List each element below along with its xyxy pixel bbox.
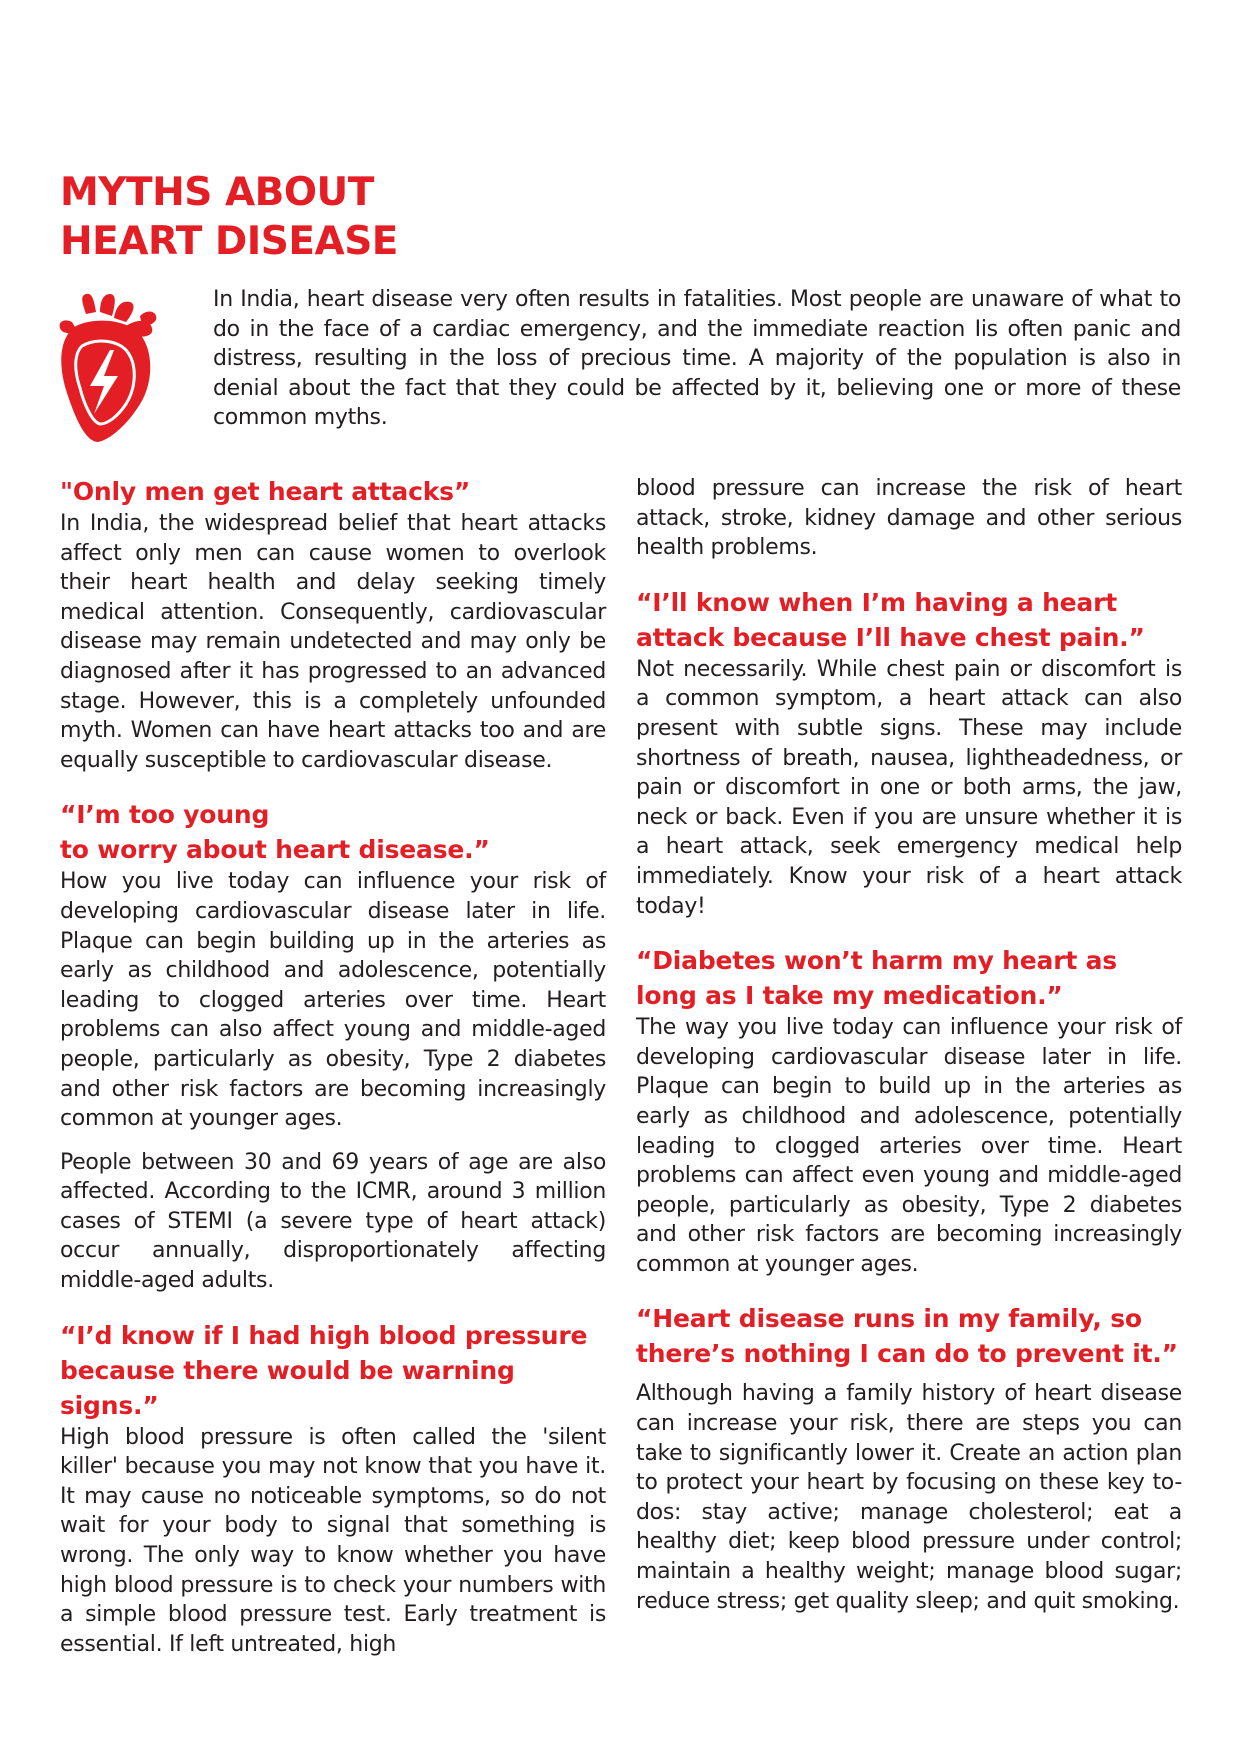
page-title-line-1: MYTHS ABOUT	[60, 170, 374, 215]
myth-body-only-men: In India, the widespread belief that heart attacks affect only men can cause women to overlook their heart health and delay seeking timely medical attention. Consequently, cardiovascular disease may remain undetected and may only be diagnosed after it has progressed to an advanced stage. However, this is a completely unfounded myth. Women can have heart attacks too and are equally susceptible to cardiovascular disease.	[60, 511, 606, 773]
myth-title-chest-pain: “I’ll know when I’m having a heart attack because I’ll have chest pain.”	[636, 587, 1145, 652]
myth-body-diabetes: The way you live today can influence your risk of developing cardiovascular disease later in life. Plaque can begin to build up in the arteries as early as childhood and adolescence, potentially leading to clogged arteries over time. Heart problems can affect even young and middle-aged people, particularly as obesity, Type 2 diabetes and other risk factors are becoming increasingly common at younger ages.	[636, 1015, 1182, 1277]
myth-title-diabetes: “Diabetes won’t harm my heart as long as I take my medication.”	[636, 946, 1117, 1011]
page-title-line-2: HEART DISEASE	[60, 219, 398, 264]
myth-body-blood-pressure-continued: blood pressure can increase the risk of heart attack, stroke, kidney damage and other serious health problems.	[636, 476, 1182, 561]
myth-title-too-young	[60, 797, 606, 867]
right-column	[636, 474, 1182, 1616]
page-title	[60, 168, 398, 266]
myth-body-too-young-stats: People between 30 and 69 years of age are also affected. According to the ICMR, around 3 million cases of STEMI (a severe type of heart attack) occur annually, disproportionately affecting middle-aged adults.	[60, 1149, 606, 1294]
heart-with-lightning-icon	[52, 292, 164, 444]
intro-paragraph: In India, heart disease very often results in fatalities. Most people are unaware of what to do in the face of a cardiac emergency, and the immediate reaction Iis often panic and distress, resulting in the loss of precious time. A majority of the population is also in denial about the fact that they could be affected by it, believing one or more of these common myths.	[213, 287, 1181, 431]
left-column	[60, 474, 606, 1659]
myth-body-family-history: Although having a family history of heart disease can increase your risk, there are steps you can take to significantly lower it. Create an action plan to protect your heart by focusing on these key to-dos: stay active; manage cholesterol; eat a healthy diet; keep blood pressure under control; maintain a healthy weight; manage blood sugar; reduce stress; get quality sleep; and quit smoking.	[636, 1381, 1182, 1614]
myth-body-chest-pain: Not necessarily. While chest pain or discomfort is a common symptom, a heart attack can also present with subtle signs. These may include shortness of breath, nausea, lightheadedness, or pain or discomfort in one or both arms, the jaw, neck or back. Even if you are unsure whether it is a heart attack, seek emergency medical help immediately. Know your risk of a heart attack today!	[636, 656, 1182, 919]
myth-title-too-young-line-2: to worry about heart disease.”	[60, 835, 490, 865]
myth-body-too-young: How you live today can influence your risk of developing cardiovascular disease later in life. Plaque can begin building up in the arteries as early as childhood and adolescence, potentially leading to clogged arteries over time. Heart problems can also affect young and middle-aged people, particularly as obesity, Type 2 diabetes and other risk factors are becoming increasingly common at younger ages.	[60, 869, 606, 1132]
myth-title-blood-pressure: “I’d know if I had high blood pressure because there would be warning signs.”	[60, 1320, 588, 1420]
myth-title-too-young-line-1: “I’m too young	[60, 800, 270, 830]
myth-title-family-history: “Heart disease runs in my family, so there’s nothing I can do to prevent it.”	[636, 1304, 1178, 1369]
myth-body-blood-pressure: High blood pressure is often called the 'silent killer' because you may not know that you have it. It may cause no noticeable symptoms, so do not wait for your body to signal that something is wrong. The only way to know whether you have high blood pressure is to check your numbers with a simple blood pressure test. Early treatment is essential. If left untreated, high	[60, 1424, 606, 1657]
myth-title-only-men: "Only men get heart attacks”	[60, 477, 471, 506]
